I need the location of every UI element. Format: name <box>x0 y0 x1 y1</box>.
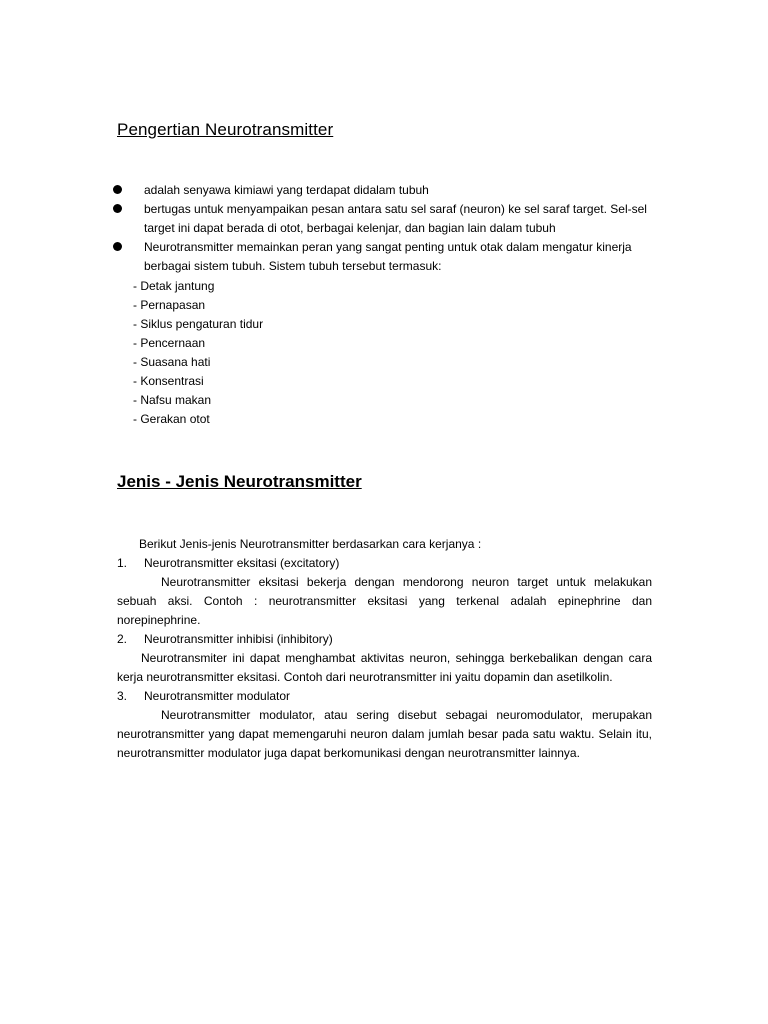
bullet-item <box>113 181 658 200</box>
list-item: - Siklus pengaturan tidur <box>133 317 264 331</box>
item-paragraph: Neurotransmitter eksitasi bekerja dengan mendorong neuron target untuk melakukan sebuah aksi. Contoh : neurotransmitter eksitasi yang terkenal adalah epinephrine dan norepinephrine. <box>117 575 652 627</box>
bullet-text: Neurotransmitter memainkan peran yang sangat penting untuk otak dalam mengatur kinerja berbagai sistem tubuh. Sistem tubuh tersebut termasuk: <box>144 240 632 273</box>
list-item: - Suasana hati <box>133 355 211 369</box>
bullet-item <box>113 200 658 238</box>
list-item: - Detak jantung <box>133 279 215 293</box>
item-heading: Neurotransmitter inhibisi (inhibitory) <box>144 632 333 646</box>
types-section-body <box>117 535 652 763</box>
intro-paragraph: Berikut Jenis-jenis Neurotransmitter berdasarkan cara kerjanya : <box>139 537 482 551</box>
body-systems-list <box>133 277 263 429</box>
numbered-heading <box>117 687 652 706</box>
definition-bullet-list <box>113 181 658 276</box>
item-number: 3. <box>117 689 128 703</box>
section-title-jenis: Jenis - Jenis Neurotransmitter <box>117 472 362 491</box>
list-item: - Pencernaan <box>133 336 206 350</box>
list-item: - Pernapasan <box>133 298 206 312</box>
bullet-dot-icon <box>113 185 122 194</box>
list-item: - Gerakan otot <box>133 412 210 426</box>
section-title-pengertian: Pengertian Neurotransmitter <box>117 120 334 139</box>
item-paragraph: Neurotransmiter ini dapat menghambat aktivitas neuron, sehingga berkebalikan dengan cara kerja neurotransmitter eksitasi. Contoh dari neurotransmitter ini yaitu dopamin dan asetilkolin. <box>117 651 652 684</box>
item-heading: Neurotransmitter modulator <box>144 689 291 703</box>
list-item: - Konsentrasi <box>133 374 204 388</box>
bullet-text: adalah senyawa kimiawi yang terdapat didalam tubuh <box>144 183 429 197</box>
numbered-heading <box>117 630 652 649</box>
bullet-text: bertugas untuk menyampaikan pesan antara satu sel saraf (neuron) ke sel saraf target. Sel-sel target ini dapat berada di otot, berbagai kelenjar, dan bagian lain dalam tubuh <box>144 202 647 235</box>
bullet-dot-icon <box>113 242 122 251</box>
item-heading: Neurotransmitter eksitasi (excitatory) <box>144 556 340 570</box>
bullet-dot-icon <box>113 204 122 213</box>
numbered-heading <box>117 554 652 573</box>
item-number: 2. <box>117 632 128 646</box>
list-item: - Nafsu makan <box>133 393 212 407</box>
bullet-item <box>113 238 658 276</box>
item-paragraph: Neurotransmitter modulator, atau sering disebut sebagai neuromodulator, merupakan neurotransmitter yang dapat memengaruhi neuron dalam jumlah besar pada satu waktu. Selain itu, neurotransmitter modulator juga dapat berkomunikasi dengan neurotransmitter lainnya. <box>117 708 652 760</box>
item-number: 1. <box>117 556 128 570</box>
